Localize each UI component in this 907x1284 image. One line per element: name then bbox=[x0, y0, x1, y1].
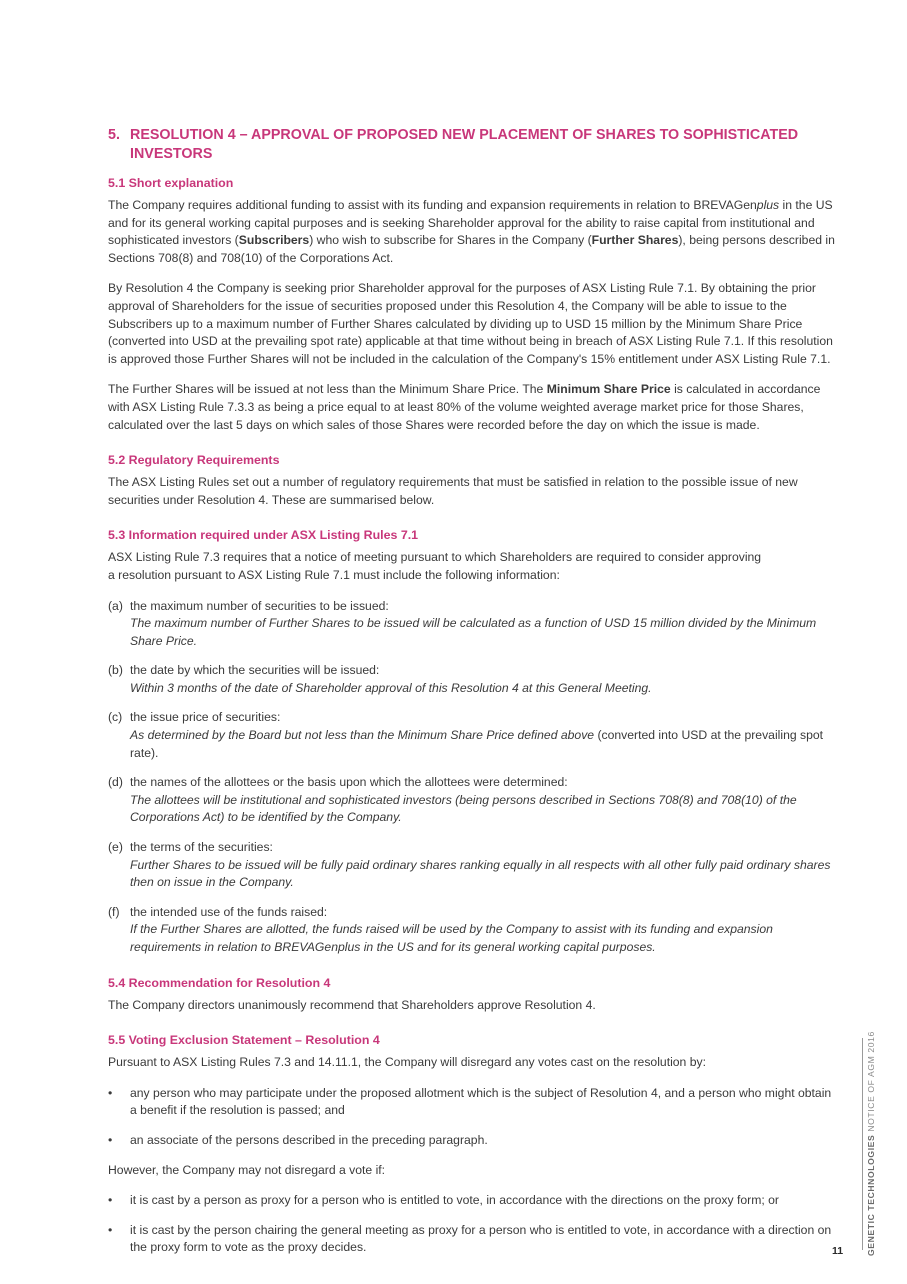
bullet-icon: • bbox=[108, 1085, 113, 1100]
paragraph-resolution-4: By Resolution 4 the Company is seeking prior Shareholder approval for the purposes of ASX Listing Rule 7.1. By obtaining the prior approval of Shareholders for the issue of securities proposed under this Resolution 4, the Company will be able to issue to the Subscribers up to a maximum number of Further Shares calculated by dividing up to USD 15 million by the Minimum Share Price (converted into USD at the prevailing spot rate) applicable at that time without being in breach of ASX Listing Rule 7.1. If this resolution is approved those Further Shares will not be included in the calculation of the Company's 15% entitlement under ASX Listing Rule 7.1. bbox=[108, 281, 833, 366]
paragraph-recommendation: The Company directors unanimously recommend that Shareholders approve Resolution 4. bbox=[108, 997, 596, 1012]
list-item: • an associate of the persons described in the preceding paragraph. bbox=[108, 1132, 836, 1150]
list-item: • it is cast by a person as proxy for a person who is entitled to vote, in accordance with the directions on the proxy form; or bbox=[108, 1192, 836, 1210]
page-number: 11 bbox=[832, 1245, 844, 1257]
section-number: 5. bbox=[108, 127, 120, 143]
paragraph-voting-exclusion: Pursuant to ASX Listing Rules 7.3 and 14.11.1, the Company will disregard any votes cast on the resolution by: bbox=[108, 1055, 706, 1070]
list-item: • it is cast by the person chairing the general meeting as proxy for a person who is entitled to vote, in accordance with a direction on the proxy form to vote as the proxy decides. bbox=[108, 1222, 836, 1257]
paragraph-regulatory: The ASX Listing Rules set out a number of regulatory requirements that must be satisfied in relation to the possible issue of new securities under Resolution 4. These are summarised below. bbox=[108, 475, 798, 507]
heading-regulatory-requirements: 5.2 Regulatory Requirements bbox=[108, 453, 280, 468]
list-item: (f) the intended use of the funds raised: If the Further Shares are allotted, the funds raised will be used by the Company to assist with its funding and expansion requirements in relation to BREVAGenplus in the US and for its general working capital purposes. bbox=[108, 904, 773, 954]
heading-voting-exclusion: 5.5 Voting Exclusion Statement – Resolution 4 bbox=[108, 1033, 380, 1048]
paragraph-funding: The Company requires additional funding to assist with its funding and expansion requirements in relation to BREVAGenplus in the US and for its general working capital purposes and is seeking Shareholder approval for the ability to raise capital from institutional and sophisticated investors (Subscribers) who wish to subscribe for Shares in the Company (Further Shares), being persons described in Sections 708(8) and 708(10) of the Corporations Act. bbox=[108, 198, 835, 265]
heading-recommendation: 5.4 Recommendation for Resolution 4 bbox=[108, 975, 331, 990]
footer-running-title: GENETIC TECHNOLOGIES NOTICE OF AGM 2016 bbox=[866, 1031, 876, 1256]
paragraph-minimum-share-price: The Further Shares will be issued at not less than the Minimum Share Price. The Minimum Share Price is calculated in accordance with ASX Listing Rule 7.3.3 as being a price equal to at least 80% of the volume weighted average market price for those Shares, calculated over the last 5 days on which sales of those Shares were recorded before the day on which the issue is made. bbox=[108, 382, 821, 432]
information-list bbox=[108, 598, 836, 957]
list-item: (d) the names of the allottees or the basis upon which the allottees were determined: The allottees will be institutional and sophisticated investors (being persons described in Sections 708(8) and 708(10) of the Corporations Act) to be identified by the Company. bbox=[108, 775, 797, 825]
heading-short-explanation: 5.1 Short explanation bbox=[108, 176, 234, 190]
footer-divider bbox=[862, 1038, 863, 1250]
bullet-icon: • bbox=[108, 1222, 113, 1237]
paragraph-listing-rule-intro: ASX Listing Rule 7.3 requires that a notice of meeting pursuant to which Shareholders are required to consider approving a resolution pursuant to ASX Listing Rule 7.1 must include the following information: bbox=[108, 550, 762, 582]
list-item: (c) the issue price of securities: As determined by the Board but not less than the Minimum Share Price defined above (converted into USD at the prevailing spot rate). bbox=[108, 710, 824, 760]
section-heading bbox=[108, 126, 836, 164]
paragraph-however: However, the Company may not disregard a vote if: bbox=[108, 1162, 386, 1177]
heading-information-required: 5.3 Information required under ASX Listing Rules 7.1 bbox=[108, 528, 419, 543]
page-content bbox=[108, 126, 836, 1269]
list-item: (e) the terms of the securities: Further Shares to be issued will be fully paid ordinary shares ranking equally in all respects with all other fully paid ordinary shares then on issue in the Company. bbox=[108, 840, 831, 890]
list-item: (a) the maximum number of securities to be issued: The maximum number of Further Shares to be issued will be calculated as a function of USD 15 million divided by the Minimum Share Price. bbox=[108, 598, 817, 648]
list-item: • any person who may participate under the proposed allotment which is the subject of Resolution 4, and a person who might obtain a benefit if the resolution is passed; and bbox=[108, 1085, 836, 1120]
section-title: RESOLUTION 4 – APPROVAL OF PROPOSED NEW PLACEMENT OF SHARES TO SOPHISTICATED INVESTORS bbox=[130, 127, 799, 162]
bullet-icon: • bbox=[108, 1132, 113, 1147]
bullet-icon: • bbox=[108, 1193, 113, 1208]
list-item: (b) the date by which the securities will be issued: Within 3 months of the date of Shareholder approval of this Resolution 4 at this General Meeting. bbox=[108, 663, 652, 695]
